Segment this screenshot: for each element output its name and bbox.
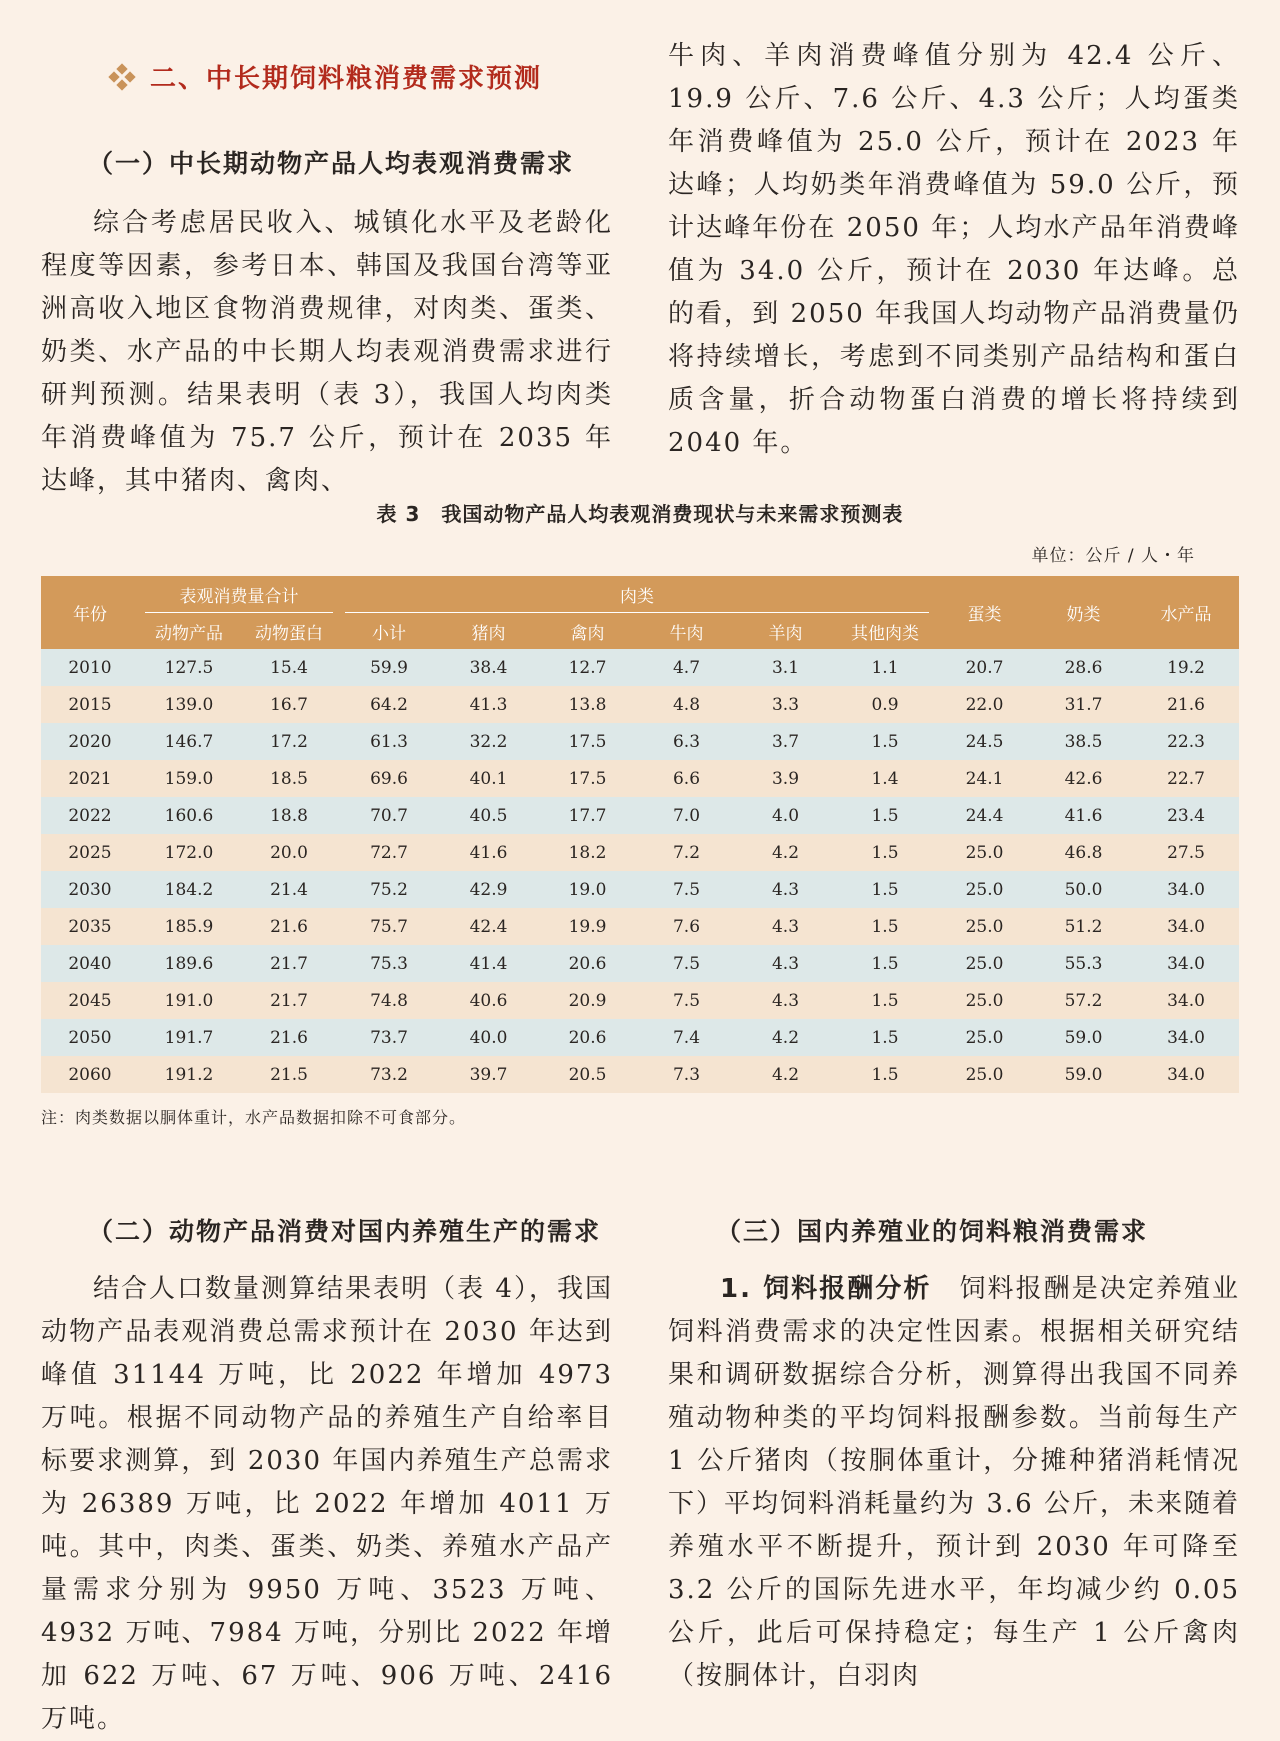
right-column-bottom xyxy=(668,1268,1240,1698)
table-cell: 17.7 xyxy=(538,797,637,834)
table-cell: 24.5 xyxy=(935,723,1034,760)
table-row xyxy=(41,686,1239,723)
table-cell: 72.7 xyxy=(339,834,439,871)
table-cell: 73.2 xyxy=(339,1056,439,1093)
table-cell: 21.7 xyxy=(239,945,339,982)
table-cell: 13.8 xyxy=(538,686,637,723)
table-cell-year: 2020 xyxy=(41,723,139,760)
table-cell: 1.5 xyxy=(835,797,935,834)
table-cell: 57.2 xyxy=(1034,982,1133,1019)
table-cell: 159.0 xyxy=(139,760,239,797)
table-cell: 191.7 xyxy=(139,1019,239,1056)
table-cell-year: 2015 xyxy=(41,686,139,723)
table-row xyxy=(41,1056,1239,1093)
table-cell-year: 2050 xyxy=(41,1019,139,1056)
header-eggs: 蛋类 xyxy=(935,576,1034,649)
table-cell: 4.3 xyxy=(736,945,835,982)
table-cell: 17.5 xyxy=(538,760,637,797)
table-cell: 139.0 xyxy=(139,686,239,723)
table-cell: 41.4 xyxy=(439,945,538,982)
table-cell: 25.0 xyxy=(935,982,1034,1019)
table-cell: 1.5 xyxy=(835,723,935,760)
table-row xyxy=(41,945,1239,982)
table-cell: 69.6 xyxy=(339,760,439,797)
table-cell: 40.5 xyxy=(439,797,538,834)
table-cell: 1.5 xyxy=(835,834,935,871)
table-cell: 4.2 xyxy=(736,1019,835,1056)
table-cell: 34.0 xyxy=(1133,908,1239,945)
table-cell: 1.5 xyxy=(835,945,935,982)
table-cell: 22.3 xyxy=(1133,723,1239,760)
table-cell: 42.4 xyxy=(439,908,538,945)
left-paragraph-1: 综合考虑居民收入、城镇化水平及老龄化程度等因素，参考日本、韩国及我国台湾等亚洲高收入地区食物消费规律，对肉类、蛋类、奶类、水产品的中长期人均表观消费需求进行研判预测。结果表明（表 3），我国人均肉类年消费峰值为 75.7 公斤，预计在 2035 年达峰，其中猪肉、禽肉、 xyxy=(41,208,613,496)
table-cell: 1.5 xyxy=(835,1056,935,1093)
table-cell: 59.9 xyxy=(339,649,439,686)
section-title xyxy=(110,58,542,95)
table-cell: 21.5 xyxy=(239,1056,339,1093)
table-cell: 7.5 xyxy=(637,982,736,1019)
header-milk: 奶类 xyxy=(1034,576,1133,649)
table-cell: 1.5 xyxy=(835,908,935,945)
table-cell: 7.6 xyxy=(637,908,736,945)
table-cell: 50.0 xyxy=(1034,871,1133,908)
table-cell: 191.0 xyxy=(139,982,239,1019)
table-cell: 55.3 xyxy=(1034,945,1133,982)
table-cell: 31.7 xyxy=(1034,686,1133,723)
table-cell: 20.6 xyxy=(538,1019,637,1056)
table-cell: 32.2 xyxy=(439,723,538,760)
table-cell: 1.5 xyxy=(835,982,935,1019)
table-cell: 23.4 xyxy=(1133,797,1239,834)
header-total-group: 表观消费量合计 xyxy=(139,576,339,613)
table-cell: 51.2 xyxy=(1034,908,1133,945)
table-cell: 40.1 xyxy=(439,760,538,797)
table-caption: 表 3 我国动物产品人均表观消费现状与未来需求预测表 xyxy=(376,502,904,526)
table-cell: 38.4 xyxy=(439,649,538,686)
table-cell: 185.9 xyxy=(139,908,239,945)
left-column-bottom xyxy=(41,1268,613,1741)
table-cell-year: 2045 xyxy=(41,982,139,1019)
table-cell: 21.6 xyxy=(239,1019,339,1056)
table-cell: 15.4 xyxy=(239,649,339,686)
table-cell: 21.4 xyxy=(239,871,339,908)
table-cell: 4.8 xyxy=(637,686,736,723)
header-year: 年份 xyxy=(41,576,139,649)
table-cell: 19.9 xyxy=(538,908,637,945)
table-row xyxy=(41,1019,1239,1056)
table-cell: 12.7 xyxy=(538,649,637,686)
table-cell: 73.7 xyxy=(339,1019,439,1056)
table-cell: 17.2 xyxy=(239,723,339,760)
table-cell-year: 2022 xyxy=(41,797,139,834)
table-cell-year: 2030 xyxy=(41,871,139,908)
table-cell-year: 2060 xyxy=(41,1056,139,1093)
feed-return-heading: 1. 饲料报酬分析 xyxy=(720,1274,932,1304)
header-meat-group: 肉类 xyxy=(339,576,935,613)
table-cell: 28.6 xyxy=(1034,649,1133,686)
table-cell: 22.0 xyxy=(935,686,1034,723)
table-body xyxy=(41,649,1239,1093)
table-cell: 4.2 xyxy=(736,1056,835,1093)
table-cell: 41.6 xyxy=(1034,797,1133,834)
header-poultry: 禽肉 xyxy=(538,613,637,649)
table-cell: 4.3 xyxy=(736,908,835,945)
table-row xyxy=(41,908,1239,945)
diamond-bullet-icon xyxy=(110,65,134,89)
table-cell: 172.0 xyxy=(139,834,239,871)
right-paragraph-2 xyxy=(668,1268,1240,1698)
table-cell: 189.6 xyxy=(139,945,239,982)
table-cell: 59.0 xyxy=(1034,1056,1133,1093)
table-cell: 160.6 xyxy=(139,797,239,834)
table-cell: 40.0 xyxy=(439,1019,538,1056)
table-cell: 7.4 xyxy=(637,1019,736,1056)
right-paragraph-1: 牛肉、羊肉消费峰值分别为 42.4 公斤、19.9 公斤、7.6 公斤、4.3 公斤；人均蛋类年消费峰值为 25.0 公斤，预计在 2023 年达峰；人均奶类年消费峰值为 59.0 公斤，预计达峰年份在 2050 年；人均水产品年消费峰值为 34.0 公斤，预计在 2030 年达峰。总的看，到 2050 年我国人均动物产品消费量仍将持续增长，考虑到不同类别产品结构和蛋白质含量，折合动物蛋白消费的增长将持续到 2040 年。 xyxy=(668,41,1240,458)
table-cell: 3.9 xyxy=(736,760,835,797)
table-cell: 1.1 xyxy=(835,649,935,686)
table-cell: 64.2 xyxy=(339,686,439,723)
table-cell: 75.3 xyxy=(339,945,439,982)
table-note: 注：肉类数据以胴体重计，水产品数据扣除不可食部分。 xyxy=(41,1108,467,1127)
subsection-title-3: （三）国内养殖业的饲料粮消费需求 xyxy=(716,1217,1149,1246)
table-row xyxy=(41,723,1239,760)
table-cell: 25.0 xyxy=(935,945,1034,982)
table-row xyxy=(41,982,1239,1019)
table-cell: 21.6 xyxy=(239,908,339,945)
table-cell: 1.4 xyxy=(835,760,935,797)
table-cell: 184.2 xyxy=(139,871,239,908)
table-cell: 25.0 xyxy=(935,908,1034,945)
table-cell: 34.0 xyxy=(1133,1056,1239,1093)
table-cell: 7.0 xyxy=(637,797,736,834)
table-cell: 17.5 xyxy=(538,723,637,760)
subsection-title-1: （一）中长期动物产品人均表观消费需求 xyxy=(88,149,575,178)
table-cell: 34.0 xyxy=(1133,945,1239,982)
table-cell: 20.6 xyxy=(538,945,637,982)
table-cell: 4.3 xyxy=(736,982,835,1019)
table-cell: 25.0 xyxy=(935,834,1034,871)
table-cell: 18.2 xyxy=(538,834,637,871)
table-cell: 18.8 xyxy=(239,797,339,834)
table-cell: 21.6 xyxy=(1133,686,1239,723)
table-cell: 7.5 xyxy=(637,945,736,982)
table-unit: 单位：公斤 / 人・年 xyxy=(1031,546,1195,566)
right-column-top xyxy=(668,35,1240,465)
table-cell: 127.5 xyxy=(139,649,239,686)
header-pork: 猪肉 xyxy=(439,613,538,649)
table-row xyxy=(41,834,1239,871)
header-mutton: 羊肉 xyxy=(736,613,835,649)
table-cell: 191.2 xyxy=(139,1056,239,1093)
section-title-text: 二、中长期饲料粮消费需求预测 xyxy=(150,64,543,94)
table-cell: 27.5 xyxy=(1133,834,1239,871)
table-cell: 25.0 xyxy=(935,1056,1034,1093)
header-animal-protein: 动物蛋白 xyxy=(239,613,339,649)
table-cell: 46.8 xyxy=(1034,834,1133,871)
table-cell: 7.5 xyxy=(637,871,736,908)
table-cell: 22.7 xyxy=(1133,760,1239,797)
table-cell-year: 2025 xyxy=(41,834,139,871)
table-cell: 25.0 xyxy=(935,871,1034,908)
table-cell: 1.5 xyxy=(835,1019,935,1056)
table-cell: 38.5 xyxy=(1034,723,1133,760)
table-cell: 20.7 xyxy=(935,649,1034,686)
table-cell: 7.3 xyxy=(637,1056,736,1093)
table-cell: 74.8 xyxy=(339,982,439,1019)
table-cell-year: 2021 xyxy=(41,760,139,797)
table-cell: 6.6 xyxy=(637,760,736,797)
table-cell: 24.1 xyxy=(935,760,1034,797)
table-cell: 75.7 xyxy=(339,908,439,945)
table-cell: 25.0 xyxy=(935,1019,1034,1056)
header-beef: 牛肉 xyxy=(637,613,736,649)
table-cell: 20.9 xyxy=(538,982,637,1019)
consumption-table xyxy=(41,576,1239,1093)
table-row xyxy=(41,797,1239,834)
header-subtotal: 小计 xyxy=(339,613,439,649)
table-cell: 41.3 xyxy=(439,686,538,723)
right-paragraph-2-text: 饲料报酬是决定养殖业饲料消费需求的决定性因素。根据相关研究结果和调研数据综合分析，测算得出我国不同养殖动物种类的平均饲料报酬参数。当前每生产 1 公斤猪肉（按胴体重计，分摊种猪消耗情况下）平均饲料消耗量约为 3.6 公斤，未来随着养殖水平不断提升，预计到 2030 年可降至 3.2 公斤的国际先进水平，年均减少约 0.05 公斤，此后可保持稳定；每生产 1 公斤禽肉（按胴体计，白羽肉 xyxy=(668,1274,1240,1691)
header-aquatic: 水产品 xyxy=(1133,576,1239,649)
table-cell: 59.0 xyxy=(1034,1019,1133,1056)
table-cell: 18.5 xyxy=(239,760,339,797)
table-cell: 4.7 xyxy=(637,649,736,686)
table-cell: 42.6 xyxy=(1034,760,1133,797)
table-cell: 3.1 xyxy=(736,649,835,686)
table-cell: 19.0 xyxy=(538,871,637,908)
table-cell: 7.2 xyxy=(637,834,736,871)
header-other-meat: 其他肉类 xyxy=(835,613,935,649)
table-cell: 40.6 xyxy=(439,982,538,1019)
table-cell-year: 2040 xyxy=(41,945,139,982)
table-cell-year: 2010 xyxy=(41,649,139,686)
header-animal-product: 动物产品 xyxy=(139,613,239,649)
table-cell: 20.0 xyxy=(239,834,339,871)
table-row xyxy=(41,649,1239,686)
table-cell: 75.2 xyxy=(339,871,439,908)
table-cell: 42.9 xyxy=(439,871,538,908)
table-cell: 6.3 xyxy=(637,723,736,760)
table-cell: 61.3 xyxy=(339,723,439,760)
table-cell: 34.0 xyxy=(1133,982,1239,1019)
table-cell: 39.7 xyxy=(439,1056,538,1093)
table-cell: 1.5 xyxy=(835,871,935,908)
table-cell: 70.7 xyxy=(339,797,439,834)
table-cell: 4.0 xyxy=(736,797,835,834)
left-column-top xyxy=(41,202,613,503)
table-cell: 0.9 xyxy=(835,686,935,723)
subsection-title-2: （二）动物产品消费对国内养殖生产的需求 xyxy=(88,1217,602,1246)
table-cell: 146.7 xyxy=(139,723,239,760)
table-cell: 34.0 xyxy=(1133,871,1239,908)
table-row xyxy=(41,871,1239,908)
table-row xyxy=(41,760,1239,797)
table-cell: 16.7 xyxy=(239,686,339,723)
table-cell-year: 2035 xyxy=(41,908,139,945)
table-cell: 21.7 xyxy=(239,982,339,1019)
table-cell: 19.2 xyxy=(1133,649,1239,686)
left-paragraph-2: 结合人口数量测算结果表明（表 4），我国动物产品表观消费总需求预计在 2030 年达到峰值 31144 万吨，比 2022 年增加 4973 万吨。根据不同动物产品的养殖生产自给率目标要求测算，到 2030 年国内养殖生产总需求为 26389 万吨，比 2022 年增加 4011 万吨。其中，肉类、蛋类、奶类、养殖水产品产量需求分别为 9950 万吨、3523 万吨、4932 万吨、7984 万吨，分别比 2022 年增加 622 万吨、67 万吨、906 万吨、2416 万吨。 xyxy=(41,1274,613,1734)
table-cell: 4.3 xyxy=(736,871,835,908)
table-cell: 20.5 xyxy=(538,1056,637,1093)
table-cell: 3.7 xyxy=(736,723,835,760)
table-cell: 41.6 xyxy=(439,834,538,871)
table-cell: 24.4 xyxy=(935,797,1034,834)
table-cell: 3.3 xyxy=(736,686,835,723)
table-cell: 34.0 xyxy=(1133,1019,1239,1056)
table-cell: 4.2 xyxy=(736,834,835,871)
